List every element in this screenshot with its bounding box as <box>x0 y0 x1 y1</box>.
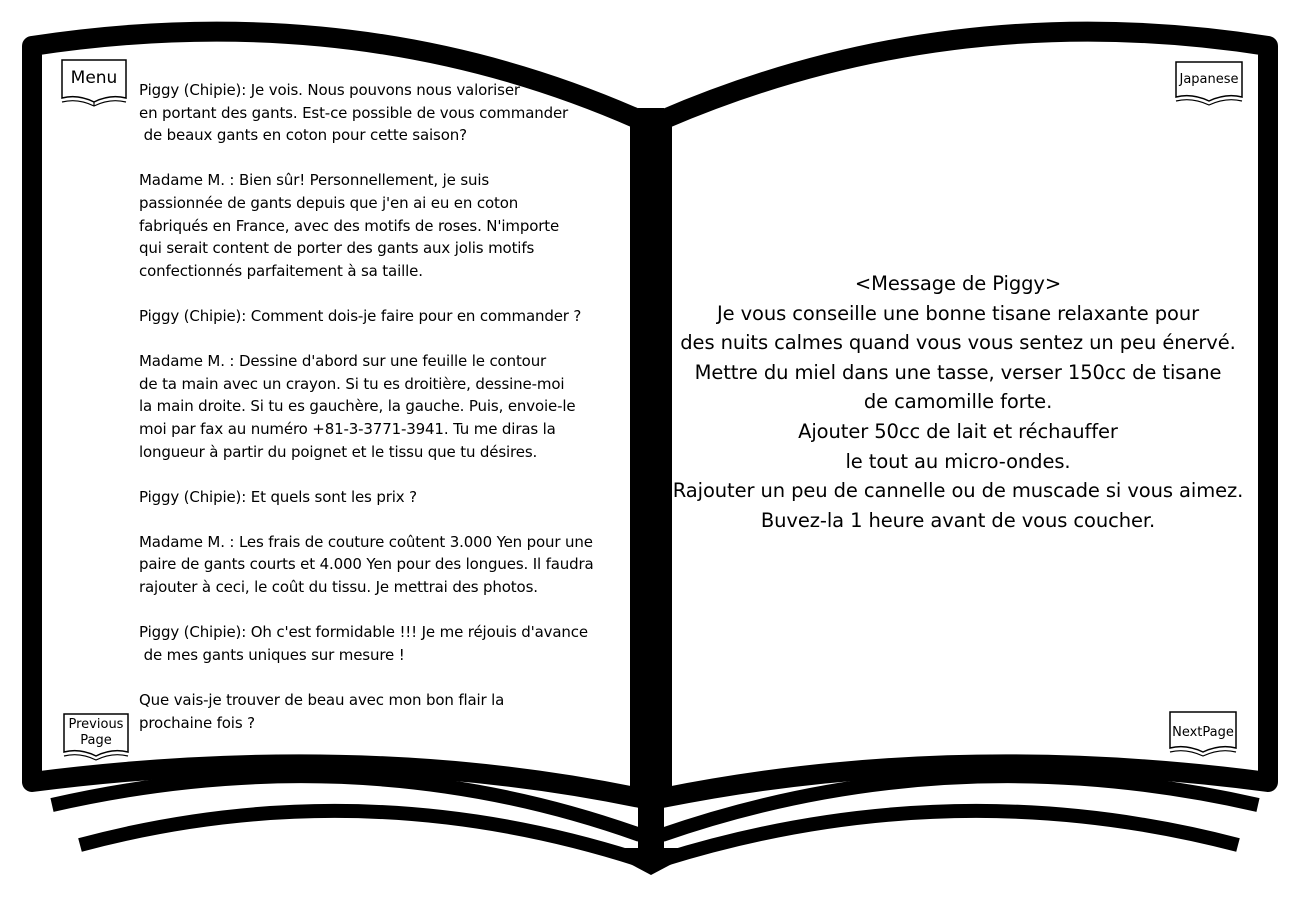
book-spine <box>638 108 664 860</box>
japanese-label: Japanese <box>1179 72 1239 87</box>
spine-bottom <box>600 848 702 875</box>
next-page-button[interactable] <box>1168 710 1238 758</box>
right-page-edge-lower <box>662 811 1238 860</box>
japanese-button[interactable] <box>1174 60 1244 106</box>
next-page-label: NextPage <box>1172 725 1234 740</box>
previous-page-button[interactable] <box>62 712 130 762</box>
menu-button[interactable] <box>60 58 128 108</box>
right-page-message: <Message de Piggy> Je vous conseille une bonne tisane relaxante pour des nuits calmes quand vous vous sentez un peu énervé. Mettre du miel dans une tasse, verser 150cc de tisane de camomille forte. Ajouter 50cc de lait et réchauffer le tout au micro-ondes. Rajouter un peu de cannelle ou de muscade si vous aimez. Buvez-la 1 heure avant de vous coucher. <box>672 272 1244 532</box>
left-page-text: Piggy (Chipie): Je vois. Nous pouvons nous valoriser en portant des gants. Est-ce possible de vous commander de beaux gants en coton pour cette saison? Madame M. : Bien sûr! Personnellement, je suis passionnée de gants depuis que j'en ai eu en coton fabriqués en France, avec des motifs de roses. N'importe qui serait content de porter des gants aux jolis motifs confectionnés parfaitement à sa taille. Piggy (Chipie): Comment dois-je faire pour en commander ? Madame M. : Dessine d'abord sur une feuille le contour de ta main avec un crayon. Si tu es droitière, dessine-moi la main droite. Si tu es gauchère, la gauche. Puis, envoie-le moi par fax au numéro +81-3-3771-3941. Tu me diras la longueur à partir du poignet et le tissu que tu désires. Piggy (Chipie): Et quels sont les prix ? Madame M. : Les frais de couture coûtent 3.000 Yen pour une paire de gants courts et 4.000 Yen pour des longues. Il faudra rajouter à ceci, le coût du tissu. Je mettrai des photos. Piggy (Chipie): Oh c'est formidable !!! Je me réjouis d'avance de mes gants uniques sur mesure ! Que vais-je trouver de beau avec mon bon flair la prochaine fois ? <box>139 81 594 732</box>
menu-label: Menu <box>70 68 118 88</box>
left-page-edge-lower <box>80 811 640 860</box>
previous-page-label: Previous Page <box>68 717 124 748</box>
